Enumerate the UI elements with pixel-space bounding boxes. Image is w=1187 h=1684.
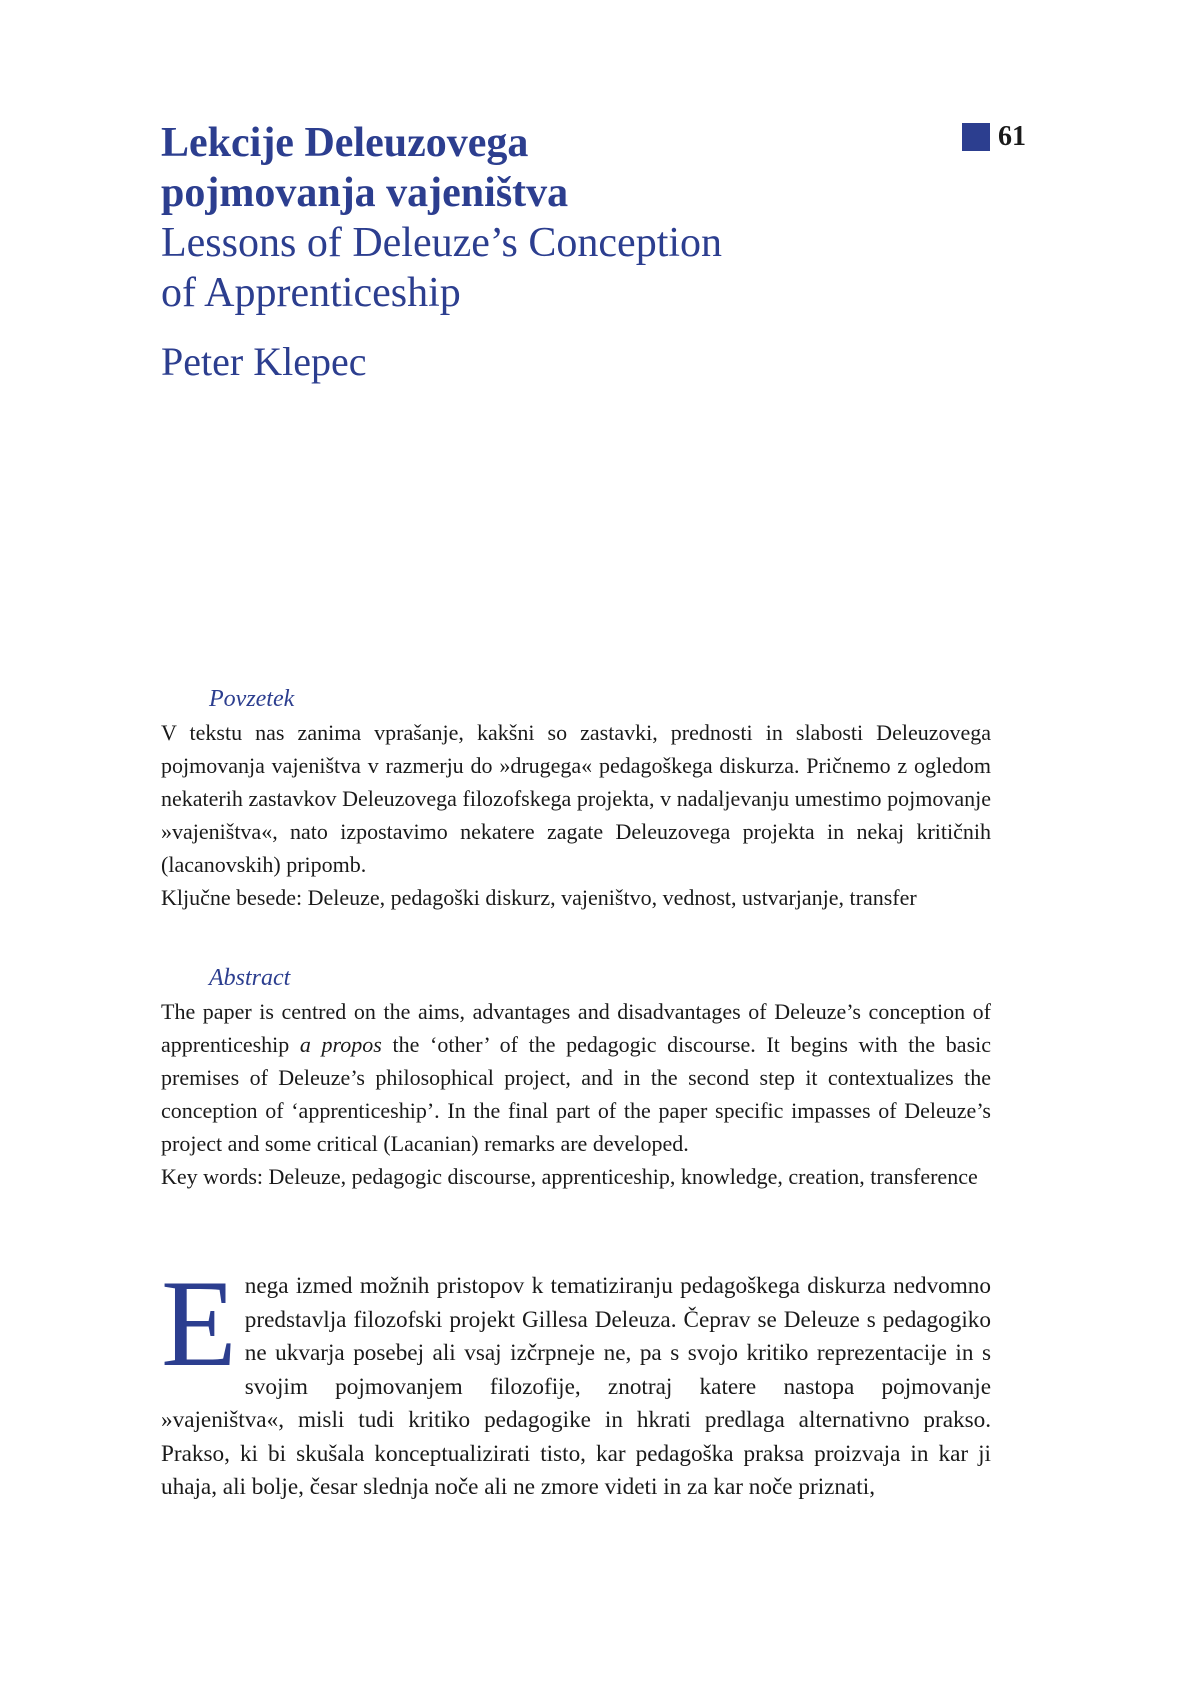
abstract-slovene-text: V tekstu nas zanima vprašanje, kakšni so zastavki, prednosti in slabosti Deleuzovega pojmovanja vajeništva v razmerju do »drugega« pedagoškega diskurza. Pričnemo z ogledom nekaterih zastavkov Deleuzovega filozofskega projekta, v nadaljevanju umestimo pojmovanje »vajeništva«, nato izpostavimo nekatere zagate Deleuzovega projekta in nekaj kritičnih (lacanovskih) pripomb. — [161, 720, 991, 877]
title-english — [161, 218, 981, 318]
abstract-english — [161, 961, 991, 1193]
title-slovene-line2: pojmovanja vajeništva — [161, 170, 569, 216]
title-english-line2: of Apprenticeship — [161, 270, 461, 316]
body-paragraph — [161, 1255, 991, 1505]
drop-cap: E — [161, 1255, 237, 1392]
title-slovene — [161, 118, 981, 218]
page-number: 61 — [998, 121, 1026, 152]
abstract-slovene-keywords: Ključne besede: Deleuze, pedagoški diskurz, vajeništvo, vednost, ustvarjanje, transfer — [161, 885, 917, 910]
abstract-english-text-part1: The paper is centred on the aims, advantages and disadvantages of Deleuze’s conception of apprenticeship — [161, 999, 991, 1057]
title-block — [161, 118, 981, 386]
body-paragraph-text: nega izmed možnih pristopov k tematiziranju pedagoškega diskurza nedvomno predstavlja filozofski projekt Gillesa Deleuza. Čeprav se Deleuze s pedagogiko ne ukvarja posebej ali vsaj izčrpneje ne, pa s svojo kritiko reprezentacije in s svojim pojmovanjem filozofije, znotraj katere nastopa pojmovanje »vajeništva«, misli tudi kritiko pedagogike in hkrati predlaga alternativno prakso. Prakso, ki bi skušala konceptualizirati tisto, kar pedagoška praksa proizvaja in kar ji uhaja, ali bolje, česar slednja noče ali ne zmore videti in za kar noče priznati, — [161, 1273, 991, 1500]
abstract-english-text — [161, 995, 991, 1160]
abstract-english-text-part2: the ‘other’ of the pedagogic discourse. It begins with the basic premises of Deleuze’s philosophical project, and in the second step it contextualizes the conception of ‘apprenticeship’. In the final part of the paper specific impasses of Deleuze’s project and some critical (Lacanian) remarks are developed. — [161, 1032, 992, 1156]
abstract-english-heading: Abstract — [209, 965, 291, 991]
title-slovene-line1: Lekcije Deleuzovega — [161, 120, 529, 166]
abstract-english-keywords: Key words: Deleuze, pedagogic discourse, apprenticeship, knowledge, creation, transference — [161, 1164, 978, 1189]
abstract-english-italic: a propos — [299, 1032, 382, 1057]
abstract-slovene-heading: Povzetek — [209, 686, 295, 712]
author-name: Peter Klepec — [161, 339, 367, 384]
abstract-slovene — [161, 682, 991, 914]
title-english-line1: Lessons of Deleuze’s Conception — [161, 220, 723, 266]
